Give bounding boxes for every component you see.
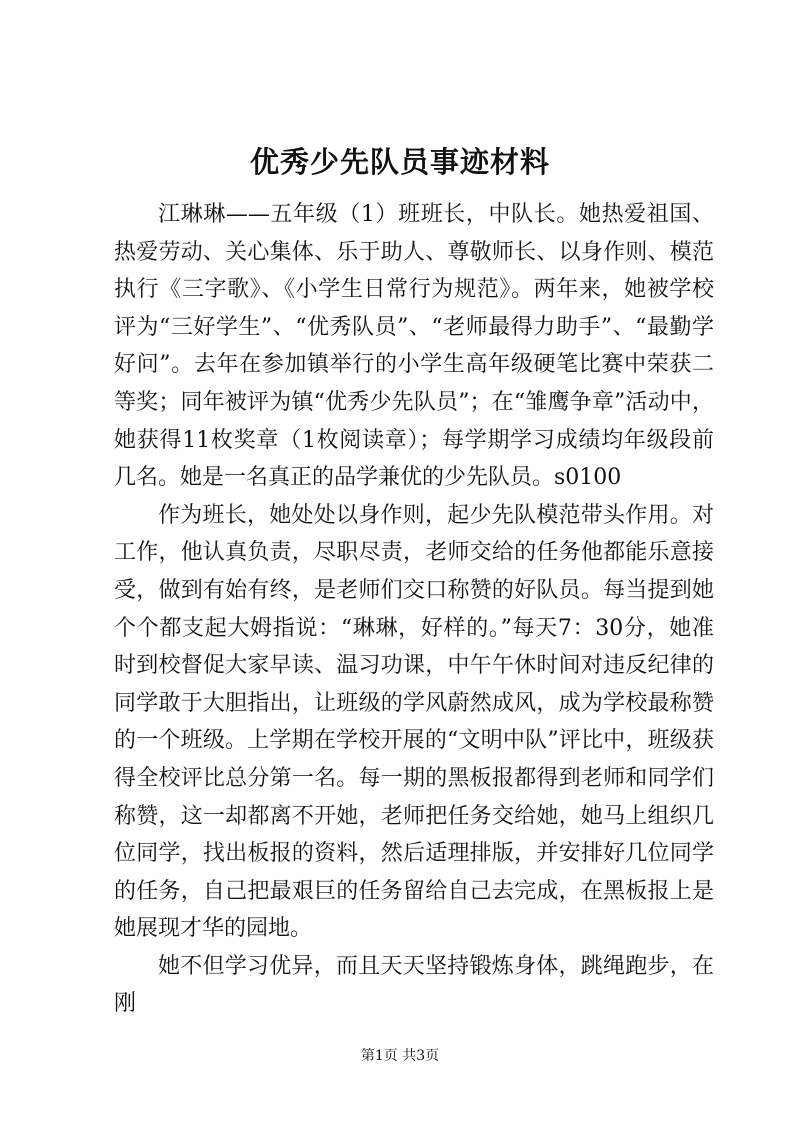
paragraph-1: 江琳琳——五年级（1）班班长，中队长。她热爱祖国、热爱劳动、关心集体、乐于助人、尊敬师长、以身作则、模范执行《三字歌》、《小学生日常行为规范》。两年来，她被学校评为“三好学生”、“优秀队员”、“老师最得力助手”、“最勤学好问”。去年在参加镇举行的小学生高年级硬笔比赛中荣获二等奖；同年被评为镇“优秀少先队员”；在“雏鹰争章”活动中，她获得11枚奖章（1枚阅读章）；每学期学习成绩均年级段前几名。她是一名真正的品学兼优的少先队员。s0100 — [114, 202, 714, 491]
paragraph-3: 她不但学习优异，而且天天坚持锻炼身体，跳绳跑步，在刚 — [114, 953, 714, 1017]
document-body — [114, 196, 714, 1023]
page-footer: 第1页 共3页 — [360, 1048, 440, 1064]
document-title: 优秀少先队员事迹材料 — [249, 145, 550, 179]
paragraph-2: 作为班长，她处处以身作则，起少先队模范带头作用。对工作，他认真负责，尽职尽责，老师交给的任务他都能乐意接受，做到有始有终，是老师们交口称赞的好队员。每当提到她个个都支起大姆指说：“琳琳，好样的。”每天7：30分，她准时到校督促大家早读、温习功课，中午午休时间对违反纪律的同学敢于大胆指出，让班级的学风蔚然成风，成为学校最称赞的一个班级。上学期在学校开展的“文明中队”评比中，班级获得全校评比总分第一名。每一期的黑板报都得到老师和同学们称赞，这一却都离不开她，老师把任务交给她，她马上组织几位同学，找出板报的资料，然后适理排版，并安排好几位同学的任务，自己把最艰巨的任务留给自己去完成，在黑板报上是她展现才华的园地。 — [114, 502, 714, 942]
